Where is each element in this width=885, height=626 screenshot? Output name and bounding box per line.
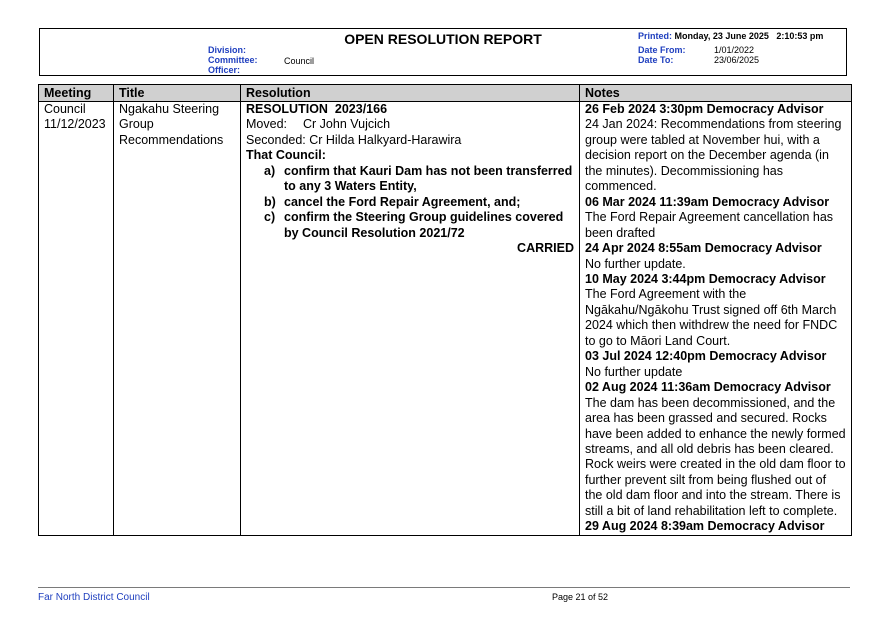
note-heading: 24 Apr 2024 8:55am Democracy Advisor	[585, 241, 822, 256]
note-heading: 03 Jul 2024 12:40pm Democracy Advisor	[585, 349, 827, 364]
column-header-resolution: Resolution	[241, 85, 580, 102]
moved-label: Moved:	[246, 117, 287, 132]
resolution-item	[246, 164, 574, 195]
division-label: Division:	[208, 45, 247, 55]
title-cell	[114, 102, 241, 536]
resolution-outcome: CARRIED	[517, 241, 574, 256]
moved-value: Cr John Vujcich	[303, 117, 391, 132]
date-from-value: 1/01/2022	[714, 45, 755, 55]
item-marker: b)	[264, 194, 276, 209]
note-body: The dam has been decommissioned, and the area has been grassed and secured. Rocks have been added to enhance the newly formed streams, and all old debris has been cleared. Rock weirs were created in the old dam floor to further prevent silt from being flushed out of the old dam floor and into the stream. There is still a bit of land rehabilitation left to complete.	[585, 395, 846, 518]
resolution-table	[38, 84, 852, 536]
footer-organisation: Far North District Council	[38, 592, 150, 603]
header-labels	[208, 45, 258, 75]
note-heading: 06 Mar 2024 11:39am Democracy Advisor	[585, 194, 830, 209]
meeting-cell	[39, 102, 114, 536]
column-header-meeting: Meeting	[39, 85, 114, 102]
seconded-line: Seconded: Cr Hilda Halkyard-Harawira	[246, 132, 462, 147]
committee-label: Committee:	[208, 55, 258, 65]
printed-value: Monday, 23 June 2025 2:10:53 pm	[674, 31, 824, 41]
that-council: That Council:	[246, 148, 326, 163]
report-title: OPEN RESOLUTION REPORT	[344, 31, 542, 47]
title-line: Group	[119, 117, 154, 132]
date-range	[638, 45, 759, 65]
title-line: Ngakahu Steering	[119, 102, 220, 116]
item-text: confirm that Kauri Dam has not been transferred to any 3 Waters Entity,	[284, 163, 573, 194]
note-body: 24 Jan 2024: Recommendations from steering group were tabled at November hui, with a decision report on the December agenda (in the minutes). Decommissioning has commenced.	[585, 117, 842, 194]
resolution-items	[246, 164, 574, 241]
notes-cell	[580, 102, 852, 536]
note-body: The Ford Agreement with the Ngākahu/Ngākohu Trust signed off 6th March 2024 which then withdrew the need for FNDC to go to Māori Land Court.	[585, 287, 838, 348]
footer-divider	[38, 587, 850, 588]
note-heading: 10 May 2024 3:44pm Democracy Advisor	[585, 271, 826, 286]
note-body: The Ford Repair Agreement cancellation has been drafted	[585, 210, 834, 240]
meeting-name: Council	[44, 102, 86, 116]
officer-label: Officer:	[208, 65, 241, 75]
resolution-item	[246, 210, 574, 241]
resolution-heading: RESOLUTION 2023/166	[246, 102, 388, 116]
report-header	[39, 28, 847, 76]
printed-info	[638, 31, 823, 41]
resolution-cell	[241, 102, 580, 536]
column-header-title: Title	[114, 85, 241, 102]
moved-line	[246, 117, 574, 132]
item-marker: c)	[264, 210, 276, 225]
page-number: Page 21 of 52	[552, 592, 609, 602]
note-body: No further update	[585, 364, 683, 379]
date-from-label: Date From:	[638, 45, 686, 55]
date-to-label: Date To:	[638, 55, 674, 65]
table-header-row	[39, 85, 852, 102]
note-body: No further update.	[585, 256, 686, 271]
table-row	[39, 102, 852, 536]
note-heading: 29 Aug 2024 8:39am Democracy Advisor	[585, 519, 825, 534]
title-line: Recommendations	[119, 132, 224, 147]
item-marker: a)	[264, 163, 276, 178]
committee-value: Council	[284, 56, 315, 66]
printed-label: Printed:	[638, 31, 673, 41]
resolution-item	[246, 195, 574, 210]
column-header-notes: Notes	[580, 85, 852, 102]
note-heading: 26 Feb 2024 3:30pm Democracy Advisor	[585, 102, 824, 116]
item-text: confirm the Steering Group guidelines covered by Council Resolution 2021/72	[284, 210, 564, 240]
meeting-date: 11/12/2023	[44, 117, 106, 132]
note-heading: 02 Aug 2024 11:36am Democracy Advisor	[585, 380, 831, 395]
item-text: cancel the Ford Repair Agreement, and;	[284, 194, 521, 209]
date-to-value: 23/06/2025	[714, 55, 760, 65]
